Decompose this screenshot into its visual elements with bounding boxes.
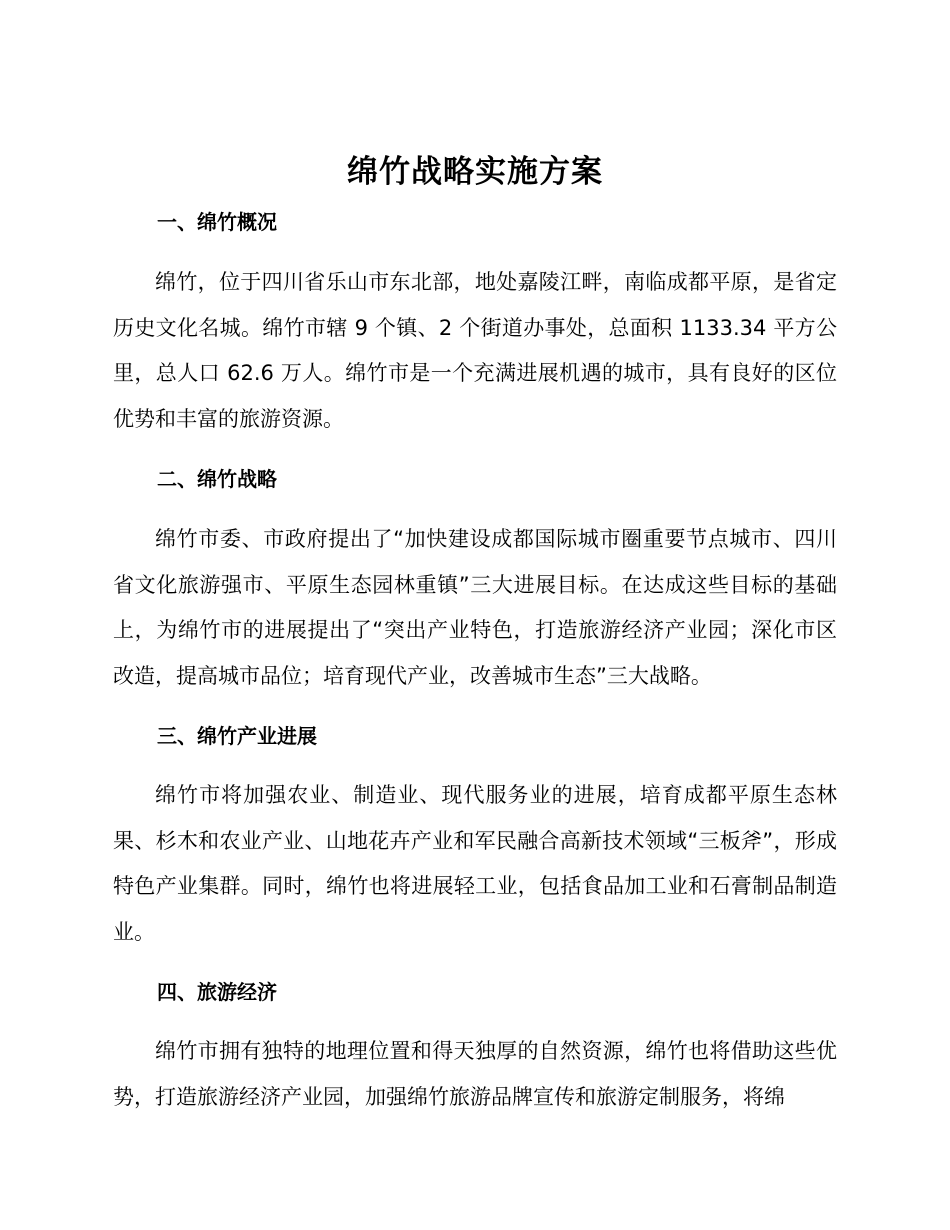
section-paragraph-strategy: 绵竹市委、市政府提出了“加快建设成都国际城市圈重要节点城市、四川省文化旅游强市、平原生态园林重镇”三大进展目标。在达成这些目标的基础上，为绵竹市的进展提出了“突出产业特色，打造旅游经济产业园；深化市区改造，提高城市品位；培育现代产业，改善城市生态”三大战略。: [113, 527, 837, 688]
section-paragraph-tourism: 绵竹市拥有独特的地理位置和得天独厚的自然资源，绵竹也将借助这些优势，打造旅游经济产业园，加强绵竹旅游品牌宣传和旅游定制服务，将绵: [113, 1039, 837, 1109]
section-heading-tourism: 四、旅游经济: [157, 980, 277, 1004]
section-heading-overview: 一、绵竹概况: [157, 210, 277, 234]
section-paragraph-industry: 绵竹市将加强农业、制造业、现代服务业的进展，培育成都平原生态林果、杉木和农业产业、山地花卉产业和军民融合高新技术领域“三板斧”，形成特色产业集群。同时，绵竹也将进展轻工业，包括食品加工业和石膏制品制造业。: [113, 783, 837, 944]
section-heading-industry: 三、绵竹产业进展: [157, 724, 317, 748]
document-title: 绵竹战略实施方案: [347, 154, 603, 190]
document-body: [113, 204, 837, 1120]
section-heading-strategy: 二、绵竹战略: [157, 467, 277, 491]
section-paragraph-overview: 绵竹，位于四川省乐山市东北部，地处嘉陵江畔，南临成都平原，是省定历史文化名城。绵竹市辖 9 个镇、2 个街道办事处，总面积 1133.34 平方公里，总人口 62.6 万人。绵竹市是一个充满进展机遇的城市，具有良好的区位优势和丰富的旅游资源。: [113, 270, 837, 431]
